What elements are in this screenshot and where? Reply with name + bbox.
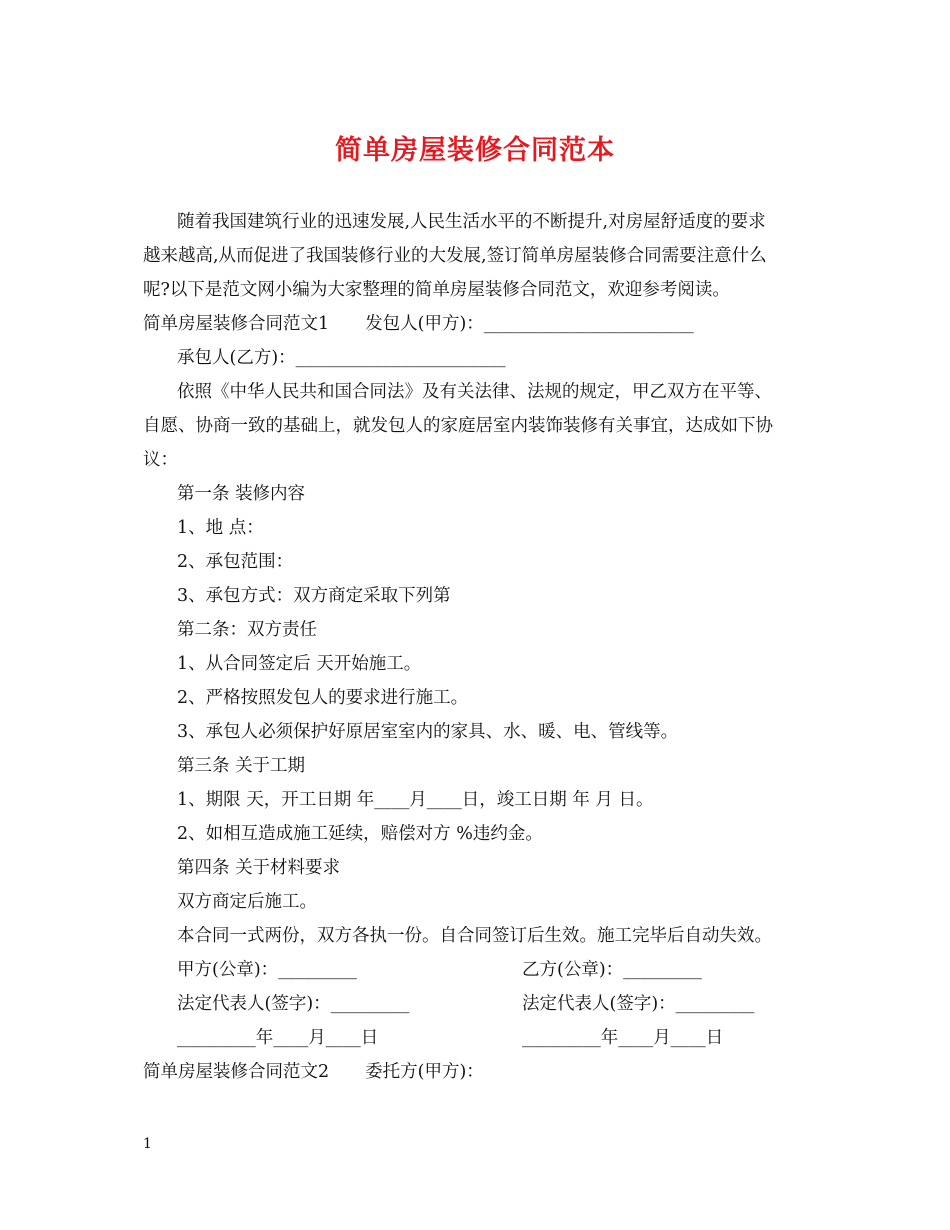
clause-heading: 第四条 关于材料要求	[177, 858, 341, 878]
clause-heading: 第三条 关于工期	[177, 756, 306, 776]
party-b-seal: 乙方(公章)：_________	[522, 960, 702, 980]
preamble-line-1: 依照《中华人民共和国合同法》及有关法律、法规的规定，甲乙双方在平等、	[177, 382, 772, 402]
party-b-date: _________年____月____日	[522, 1028, 724, 1048]
clause-item: 2、严格按照发包人的要求进行施工。	[177, 688, 469, 708]
sample2-header-row	[143, 1060, 484, 1084]
intro-line-3: 呢?以下是范文网小编为大家整理的简单房屋装修合同范文，欢迎参考阅读。	[143, 280, 730, 300]
clause-item: 2、如相互造成施工延续，赔偿对方 %违约金。	[177, 824, 543, 844]
intro-line-2: 越来越高,从而促进了我国装修行业的大发展,签订简单房屋装修合同需要注意什么	[143, 246, 767, 266]
sample1-header-row	[143, 312, 694, 336]
party-b-field: 承包人(乙方)：________________________	[177, 348, 506, 368]
party-a-representative: 法定代表人(签字)：_________	[177, 994, 410, 1014]
party-b-representative: 法定代表人(签字)：_________	[522, 994, 755, 1014]
clause-item: 3、承包方式：双方商定采取下列第	[177, 586, 451, 606]
clause-item: 双方商定后施工。	[177, 892, 317, 912]
clause-item: 1、从合同签定后 天开始施工。	[177, 654, 422, 674]
party-a-date: _________年____月____日	[177, 1028, 379, 1048]
clause-heading: 第一条 装修内容	[177, 484, 306, 504]
clause-item: 2、承包范围：	[177, 552, 294, 572]
preamble-line-3: 议：	[143, 450, 178, 470]
document-title: 简单房屋装修合同范本	[335, 135, 615, 166]
sample1-heading: 简单房屋装修合同范文1	[143, 314, 330, 334]
clause-item: 本合同一式两份，双方各执一份。自合同签订后生效。施工完毕后自动失效。	[177, 926, 772, 946]
clause-item: 1、期限 天，开工日期 年____月____日，竣工日期 年 月 日。	[177, 790, 654, 810]
clause-heading: 第二条：双方责任	[177, 620, 317, 640]
clause-item: 3、承包人必须保护好原居室室内的家具、水、暖、电、管线等。	[177, 722, 679, 742]
party-a-seal: 甲方(公章)：_________	[177, 960, 357, 980]
party-a-field: 发包人(甲方)：________________________	[365, 314, 694, 334]
intro-line-1: 随着我国建筑行业的迅速发展,人民生活水平的不断提升,对房屋舒适度的要求	[177, 212, 766, 232]
sample2-party-a-field: 委托方(甲方)：	[365, 1062, 484, 1082]
clause-item: 1、地 点：	[177, 518, 264, 538]
page-number: 1	[143, 1136, 152, 1152]
sample2-heading: 简单房屋装修合同范文2	[143, 1062, 330, 1082]
preamble-line-2: 自愿、协商一致的基础上，就发包人的家庭居室内装饰装修有关事宜，达成如下协	[143, 416, 773, 436]
